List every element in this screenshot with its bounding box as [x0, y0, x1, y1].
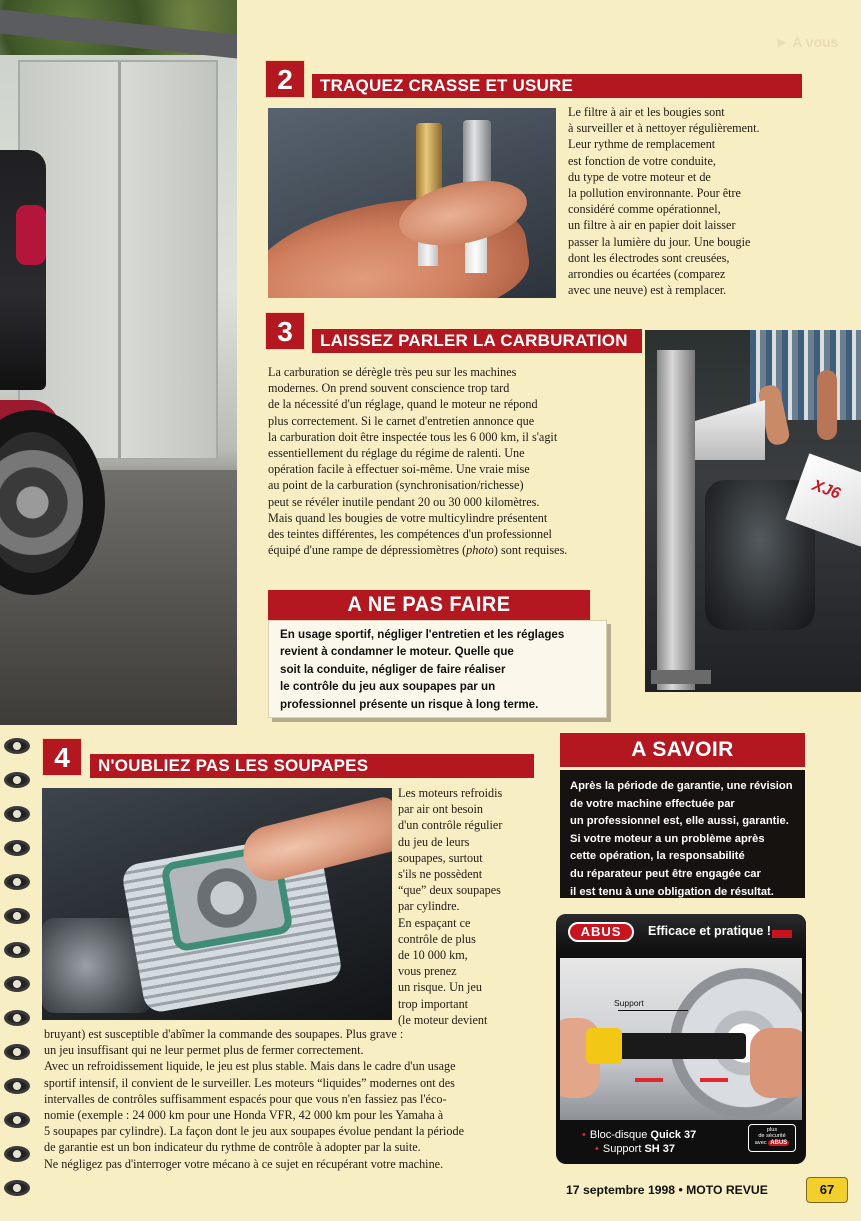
- text-fragment: équipé d'une rampe de dépressiomètres (: [268, 543, 467, 558]
- abus-logo: ABUS: [568, 922, 634, 942]
- binding-ring: [4, 1044, 30, 1060]
- text-line: essentiellement du réglage du régime de ralenti. Une: [268, 446, 525, 461]
- text-line: par air ont besoin: [398, 802, 483, 817]
- text-line: contrôle de plus: [398, 931, 476, 946]
- text-line: un filtre à air en papier doit laisser: [568, 218, 736, 233]
- photo-hand: [750, 1028, 802, 1098]
- seal-line: [749, 1140, 795, 1146]
- binding-ring: [4, 1112, 30, 1128]
- text-line: En usage sportif, négliger l'entretien et les réglages: [280, 628, 565, 641]
- text-line: il est tenu à une obligation de résultat.: [570, 885, 774, 898]
- text-line: du réparateur peut être engagée car: [570, 867, 761, 880]
- text-line: est fonction de votre conduite,: [568, 153, 716, 168]
- text-line: Ne négligez pas d'interroger votre mécano à ce sujet en récupérant votre machine.: [44, 1156, 444, 1171]
- text-line: à surveiller et à nettoyer régulièrement.: [568, 121, 760, 136]
- text-line: la carburation doit être inspectée tous les 6 000 km, il s'agit: [268, 429, 558, 444]
- text-line: de votre machine effectuée par: [570, 797, 735, 810]
- text-line: plus correctement. Si le carnet d'entretien annonce que: [268, 413, 535, 428]
- text-line: professionnel présente un risque à long terme.: [280, 697, 539, 711]
- ad-product-name: SH 37: [644, 1143, 676, 1155]
- binding-ring: [4, 1180, 30, 1196]
- photo-gauge-stand: [657, 350, 695, 690]
- ad-photo-label: Support: [614, 998, 644, 1008]
- text-line: vous prenez: [398, 964, 457, 979]
- photo-fairing: [685, 400, 765, 460]
- text-line: du type de votre moteur et de: [568, 169, 711, 184]
- spark-plugs-photo: [268, 108, 556, 298]
- text-line: La carburation se dérègle très peu sur les machines: [268, 365, 517, 379]
- ad-product-prefix: Bloc-disque: [589, 1129, 651, 1141]
- step-4-text-wide: [44, 1026, 544, 1172]
- text-line: Leur rythme de remplacement: [568, 137, 716, 152]
- binding-ring: [4, 1010, 30, 1026]
- text-line: de garantie est un bon indicateur du rythme de contrôle à adopter par la suite.: [44, 1140, 421, 1155]
- step-4-text-narrow: [398, 785, 538, 1028]
- photo-gauge-base: [651, 670, 711, 684]
- text-line: En espaçant ce: [398, 915, 471, 930]
- text-line: sportif intensif, il convient de le surveiller. Les moteurs “liquides” modernes ont des: [44, 1075, 455, 1090]
- text-line: de 10 000 km,: [398, 948, 468, 963]
- step-3-title: LAISSEZ PARLER LA CARBURATION: [312, 329, 642, 353]
- ad-product-item: [582, 1128, 696, 1142]
- binding-ring: [4, 942, 30, 958]
- photo-tank-text: XJ6: [809, 477, 843, 503]
- bullet-icon: •: [595, 1143, 599, 1155]
- ad-product-prefix: Support: [602, 1143, 645, 1155]
- abus-security-seal: [748, 1124, 796, 1152]
- info-box-text: [570, 778, 802, 901]
- text-line: trop important: [398, 996, 469, 1011]
- text-line: nomie (exemple : 24 000 km pour une Honda VFR, 42 000 km pour les Yamaha à: [44, 1108, 444, 1123]
- seal-line: de sécurité: [758, 1133, 786, 1140]
- seal-text: avec: [754, 1139, 767, 1146]
- photo-rider-pad: [16, 205, 46, 265]
- text-line: Les moteurs refroidis: [398, 786, 503, 800]
- text-line: un risque. Un jeu: [398, 980, 482, 995]
- text-line: d'un contrôle régulier: [398, 818, 503, 833]
- photo-garage-door: [18, 60, 218, 460]
- binding-ring: [4, 806, 30, 822]
- step-3-text: [268, 364, 640, 558]
- binding-ring: [4, 738, 30, 754]
- warning-title: A NE PAS FAIRE: [268, 590, 590, 620]
- page-number: 67: [806, 1177, 848, 1203]
- photo-lock-body: [586, 1028, 622, 1064]
- text-line: au point de la carburation (synchronisation/richesse): [268, 478, 524, 493]
- text-line: dont les électrodes sont creusées,: [568, 250, 730, 265]
- text-line: un jeu insuffisant qui ne leur permet plus de fermer correctement.: [44, 1043, 364, 1058]
- text-line: arrondies ou écartées (comparez: [568, 267, 726, 282]
- text-line: considéré comme opérationnel,: [568, 202, 721, 217]
- text-line: par cylindre.: [398, 899, 460, 914]
- binding-ring: [4, 840, 30, 856]
- warning-text: [280, 626, 600, 713]
- text-line: des teintes différentes, les compétences d'un professionnel: [268, 527, 552, 542]
- text-line: la pollution environnante. Pour être: [568, 186, 741, 201]
- faint-header-mark: ► A vous: [775, 34, 839, 50]
- binding-ring: [4, 772, 30, 788]
- step-4-number: 4: [42, 738, 82, 776]
- text-line: Si votre moteur a un problème après: [570, 832, 765, 845]
- text-line: intervalles de contrôles suffisamment espacés pour que vous n'en fassiez pas l'éco-: [44, 1091, 447, 1106]
- spiral-binding: [0, 730, 34, 1221]
- text-line: 5 soupapes par cylindre). La façon dont le jeu aux soupapes évolue pendant la période: [44, 1124, 464, 1139]
- binding-ring: [4, 976, 30, 992]
- bullet-icon: •: [582, 1129, 586, 1141]
- ad-photo-label-line: [618, 1010, 688, 1011]
- carburetor-tuning-photo: [645, 330, 861, 692]
- text-line: bruyant) est susceptible d'abîmer la commande des soupapes. Plus grave :: [44, 1027, 404, 1041]
- arrow-right-icon: [635, 1078, 663, 1082]
- text-line: Le filtre à air et les bougies sont: [568, 105, 725, 119]
- text-line: s'ils ne possèdent: [398, 867, 483, 882]
- binding-ring: [4, 908, 30, 924]
- photo-mechanic-arm: [817, 370, 837, 440]
- ad-product-item: [582, 1142, 696, 1156]
- seal-line: plus: [766, 1127, 778, 1133]
- text-line: soit la conduite, négliger de faire réaliser: [280, 662, 506, 676]
- text-line: le contrôle du jeu aux soupapes par un: [280, 680, 496, 694]
- photo-rider: [0, 150, 46, 390]
- text-line: passer la lumière du jour. Une bougie: [568, 234, 751, 249]
- binding-ring: [4, 1078, 30, 1094]
- binding-ring: [4, 1146, 30, 1162]
- text-line: “que” deux soupapes: [398, 883, 501, 898]
- text-line: peut se révéler inutile pendant 20 ou 30 000 kilomètres.: [268, 494, 540, 509]
- step-2-text: [568, 104, 813, 298]
- seal-brand: ABUS: [770, 1139, 788, 1146]
- text-line: Mais quand les bougies de votre multicylindre présentent: [268, 510, 548, 525]
- step-2-title: TRAQUEZ CRASSE ET USURE: [312, 74, 802, 98]
- photo-reference: photo: [466, 543, 494, 558]
- ad-arrow-icon: [772, 930, 792, 938]
- ad-product-name: Quick 37: [650, 1129, 697, 1141]
- text-line: soupapes, surtout: [398, 850, 483, 865]
- text-line: revient à condamner le moteur. Quelle que: [280, 645, 514, 659]
- ad-product-list: [582, 1128, 696, 1156]
- text-line: modernes. On prend souvent conscience trop tard: [268, 381, 510, 396]
- ad-tagline: Efficace et pratique !: [648, 924, 771, 938]
- garage-motorcycle-photo: [0, 0, 237, 725]
- ad-product-photo: [560, 958, 802, 1120]
- text-line: du jeu de leurs: [398, 834, 470, 849]
- footer-issue-info: 17 septembre 1998 • MOTO REVUE: [566, 1183, 768, 1197]
- text-fragment: ) sont requises.: [493, 543, 568, 558]
- text-line: [268, 542, 640, 558]
- step-4-title: N'OUBLIEZ PAS LES SOUPAPES: [90, 754, 534, 778]
- arrow-left-icon: [700, 1078, 728, 1082]
- text-line: opération facile à effectuer soi-même. Une vraie mise: [268, 462, 530, 477]
- binding-ring: [4, 874, 30, 890]
- info-box-title: A SAVOIR: [560, 733, 805, 767]
- step-2-number: 2: [265, 60, 305, 98]
- abus-advertisement: [556, 914, 806, 1164]
- text-line: Après la période de garantie, une révision: [570, 780, 793, 792]
- text-line: Avec un refroidissement liquide, le jeu est plus stable. Mais dans le cadre d'un usage: [44, 1059, 456, 1074]
- text-line: avec une neuve) est à remplacer.: [568, 283, 727, 298]
- step-3-number: 3: [265, 312, 305, 350]
- valve-engine-photo: [42, 788, 392, 1020]
- text-line: (le moteur devient: [398, 1012, 488, 1027]
- text-line: de la nécessité d'un réglage, quand le moteur ne répond: [268, 397, 538, 412]
- text-line: cette opération, la responsabilité: [570, 850, 745, 863]
- text-line: un professionnel est, elle aussi, garantie.: [570, 815, 789, 828]
